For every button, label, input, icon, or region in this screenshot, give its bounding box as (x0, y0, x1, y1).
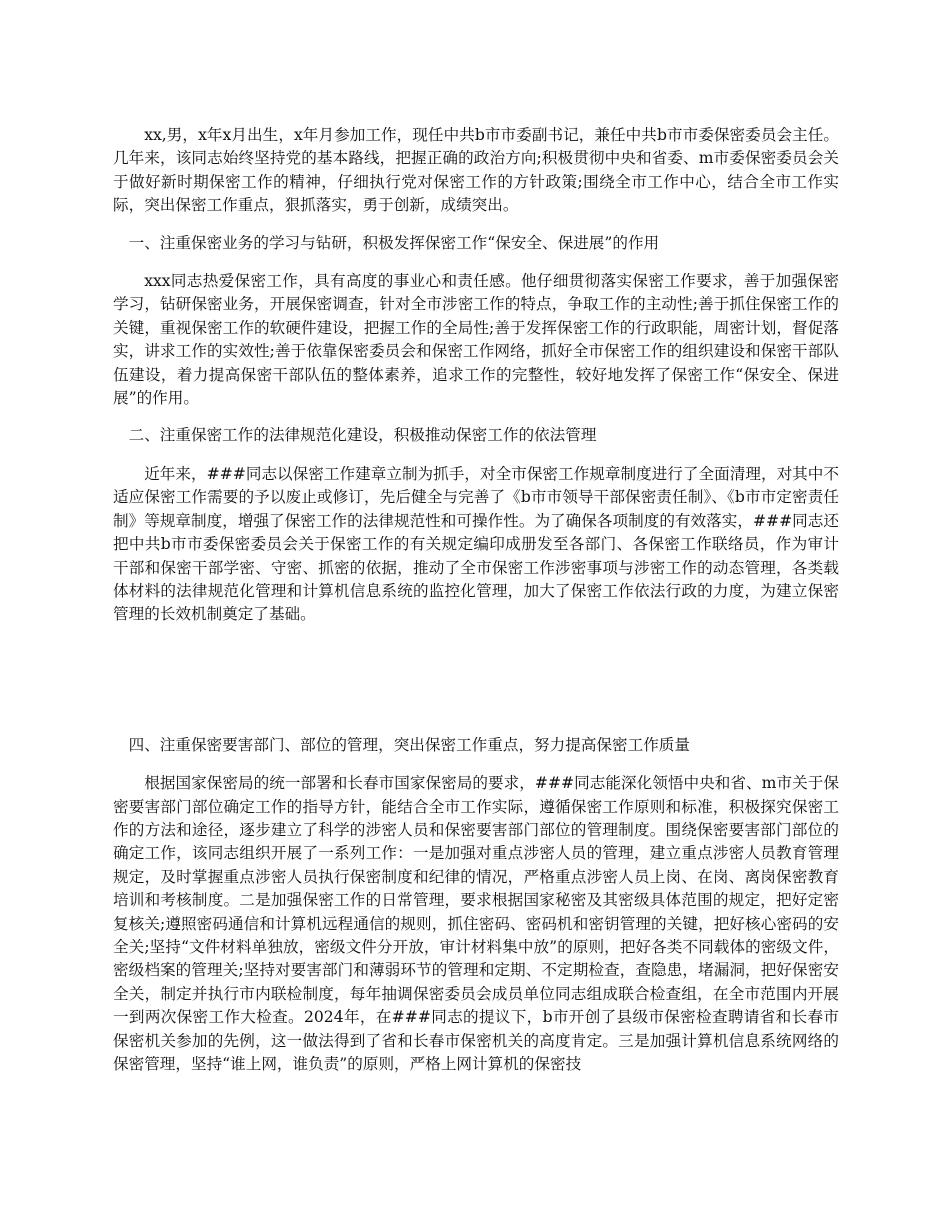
section-heading: 二、注重保密工作的法律规范化建设，积极推动保密工作的依法管理 (128, 426, 597, 445)
body-paragraph: 近年来，###同志以保密工作建章立制为抓手，对全市保密工作规章制度进行了全面清理，对其中不适应保密工作需要的予以废止或修订，先后健全与完善了《b市市领导干部保密责任制》、《b市市定密责任制》等规章制度，增强了保密工作的法律规范性和可操作性。为了确保各项制度的有效落实，###同志还把中共b市市委保密委员会关于保密工作的有关规定编印成册发至各部门、各保密工作联络员，作为审计干部和保密干部学密、守密、抓密的依据，推动了全市保密工作涉密事项与涉密工作的动态管理，各类载体材料的法律规范化管理和计算机信息系统的监控化管理，加大了保密工作依法行政的力度，为建立保密管理的长效机制奠定了基础。 (113, 464, 839, 624)
section-heading: 一、注重保密业务的学习与钻研，积极发挥保密工作“保安全、保进展”的作用 (128, 233, 660, 252)
body-paragraph: xxx同志热爱保密工作，具有高度的事业心和责任感。他仔细贯彻落实保密工作要求，善于加强保密学习，钻研保密业务，开展保密调查，针对全市涉密工作的特点，争取工作的主动性;善于抓住保密工作的关键，重视保密工作的软硬件建设，把握工作的全局性;善于发挥保密工作的行政职能，周密计划，督促落实，讲求工作的实效性;善于依靠保密委员会和保密工作网络，抓好全市保密工作的组织建设和保密干部队伍建设，着力提高保密干部队伍的整体素养，追求工作的完整性，较好地发挥了保密工作“保安全、保进展”的作用。 (113, 272, 839, 408)
section-heading: 四、注重保密要害部门、部位的管理，突出保密工作重点，努力提高保密工作质量 (128, 735, 690, 754)
document-page (113, 124, 839, 1076)
body-paragraph: 根据国家保密局的统一部署和长春市国家保密局的要求，###同志能深化领悟中央和省、m市关于保密要害部门部位确定工作的指导方针，能结合全市工作实际，遵循保密工作原则和标准，积极探究保密工作的方法和途径，逐步建立了科学的涉密人员和保密要害部门部位的管理制度。围绕保密要害部门部位的确定工作，该同志组织开展了一系列工作：一是加强对重点涉密人员的管理，建立重点涉密人员教育管理规定，及时掌握重点涉密人员执行保密制度和纪律的情况，严格重点涉密人员上岗、在岗、离岗保密教育培训和考核制度。二是加强保密工作的日常管理，要求根据国家秘密及其密级具体范围的规定，把好定密复核关;遵照密码通信和计算机远程通信的规则，抓住密码、密码机和密钥管理的关键，把好核心密码的安全关;坚持“文件材料单独放，密级文件分开放，审计材料集中放”的原则，把好各类不同载体的密级文件，密级档案的管理关;坚持对要害部门和薄弱环节的管理和定期、不定期检查，查隐患，堵漏洞，把好保密安全关，制定并执行市内联检制度，每年抽调保密委员会成员单位同志组成联合检查组，在全市范围内开展一到两次保密工作大检查。2024年，在###同志的提议下，b市开创了县级市保密检查聘请省和长春市保密机关参加的先例，这一做法得到了省和长春市保密机关的高度肯定。三是加强计算机信息系统网络的保密管理，坚持“谁上网，谁负责”的原则，严格上网计算机的保密技 (113, 774, 839, 1073)
body-paragraph: xx,男，x年x月出生，x年月参加工作，现任中共b市市委副书记，兼任中共b市市委保密委员会主任。几年来，该同志始终坚持党的基本路线，把握正确的政治方向;积极贯彻中央和省委、m市委保密委员会关于做好新时期保密工作的精神，仔细执行党对保密工作的方针政策;围绕全市工作中心，结合全市工作实际，突出保密工作重点，狠抓落实，勇于创新，成绩突出。 (113, 126, 839, 215)
